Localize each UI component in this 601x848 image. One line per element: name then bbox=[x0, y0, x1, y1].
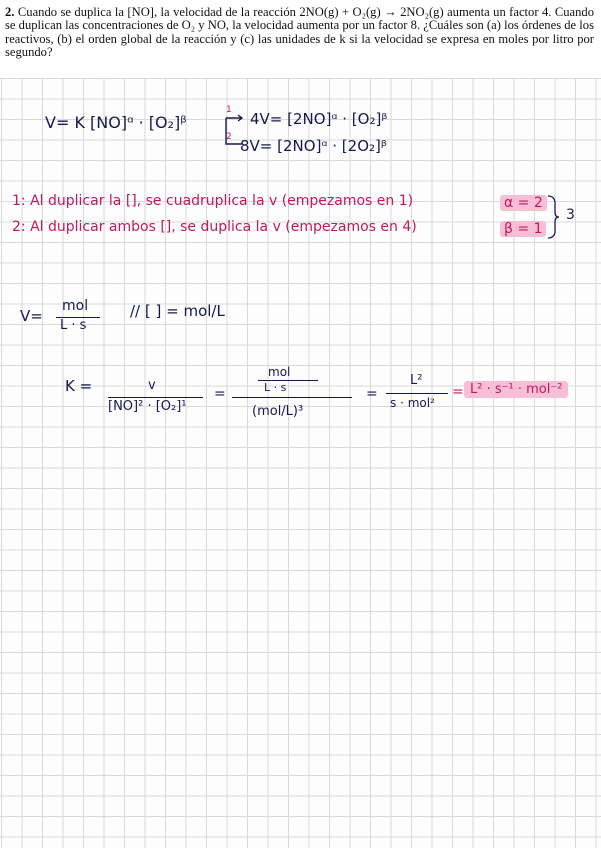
order-brace bbox=[546, 194, 560, 240]
alpha-value: α = 2 bbox=[500, 195, 547, 211]
equals-3: = bbox=[452, 384, 464, 400]
k3-fraction-line bbox=[386, 393, 448, 394]
v-denominator: L · s bbox=[60, 318, 87, 333]
reasoning-line-1: 1: Al duplicar la [], se cuadruplica la v (empezamos en 1) bbox=[12, 193, 414, 209]
case2-equation: 8V= [2NO]ᵅ · [2O₂]ᵝ bbox=[240, 137, 387, 155]
reasoning-line-2: 2: Al duplicar ambos [], se duplica la v (empezamos en 4) bbox=[12, 219, 417, 235]
case1-mark: 1 bbox=[226, 105, 232, 115]
k3-numerator: L² bbox=[410, 373, 423, 388]
problem-text: Cuando se duplica la [NO], la velocidad de la reacción 2NO(g) + O₂(g) → 2NO₂(g) aumenta un factor 4. Cuando se duplican las concentraciones de O₂ y NO, la velocidad aumenta por un factor 8. ¿Cuáles son (a) los órdenes de los reactivos, (b) el orden global de la reacción y (c) las unidades de k si la velocidad se expresa en moles por litro por segundo? bbox=[5, 5, 594, 60]
problem-number: 2. bbox=[5, 5, 15, 19]
k3-denominator: s · mol² bbox=[390, 396, 435, 410]
k2-numerator-top: mol bbox=[268, 365, 291, 379]
case1-equation: 4V= [2NO]ᵅ · [O₂]ᵝ bbox=[250, 110, 388, 128]
k2-fraction-line bbox=[232, 397, 352, 398]
problem-statement bbox=[5, 6, 594, 60]
overall-order: 3 bbox=[566, 207, 575, 223]
k2-numerator-bottom: L · s bbox=[264, 381, 287, 394]
k-label: K = bbox=[65, 377, 93, 395]
concentration-units: // [ ] = mol/L bbox=[130, 302, 225, 320]
case2-mark: 2 bbox=[226, 132, 232, 142]
k2-denominator: (mol/L)³ bbox=[252, 404, 304, 419]
k-numerator: v bbox=[148, 378, 156, 393]
equals-2: = bbox=[366, 386, 378, 402]
equals-1: = bbox=[214, 386, 226, 402]
rate-law: V= K [NO]ᵅ · [O₂]ᵝ bbox=[45, 113, 187, 132]
v-numerator: mol bbox=[62, 298, 89, 314]
beta-value: β = 1 bbox=[500, 221, 546, 237]
v-label: V= bbox=[20, 307, 43, 325]
k-denominator: [NO]² · [O₂]¹ bbox=[108, 399, 187, 414]
k-fraction-line bbox=[108, 397, 203, 398]
k-units-result: L² · s⁻¹ · mol⁻² bbox=[464, 381, 568, 398]
